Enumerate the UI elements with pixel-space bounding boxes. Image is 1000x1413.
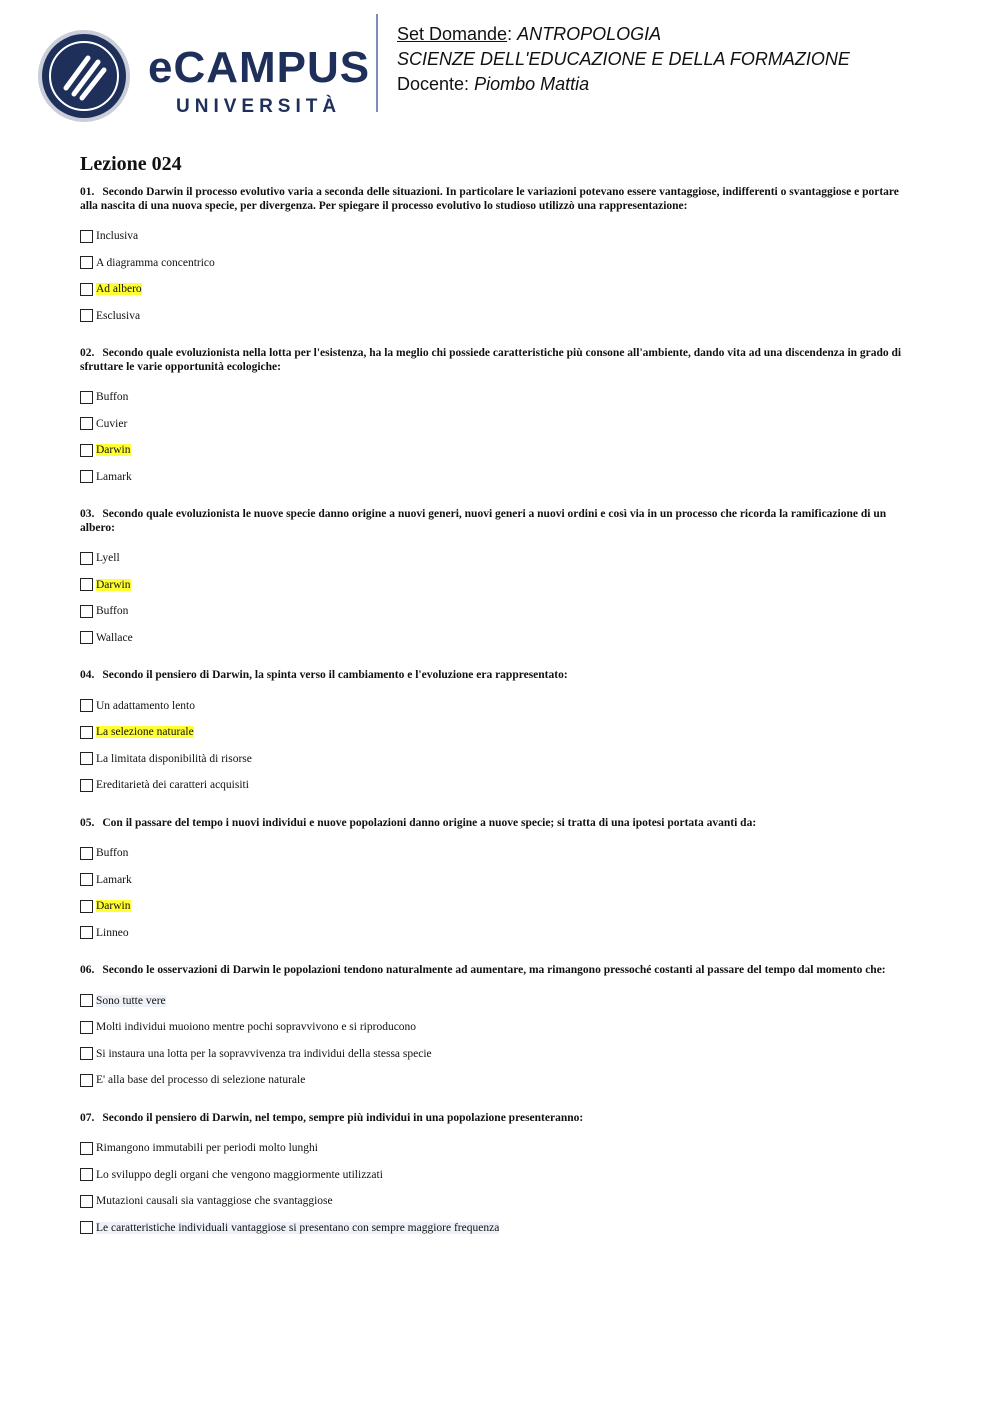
answer-option[interactable] — [80, 772, 910, 799]
option-label-highlighted: Darwin — [96, 900, 131, 913]
ecampus-logo — [36, 28, 376, 124]
checkbox[interactable] — [80, 470, 93, 483]
checkbox[interactable] — [80, 417, 93, 430]
answer-option[interactable] — [80, 1014, 910, 1041]
option-label-highlighted: Ad albero — [96, 283, 142, 296]
question-text — [80, 1112, 910, 1126]
checkbox[interactable] — [80, 752, 93, 765]
answer-option[interactable] — [80, 1135, 910, 1162]
answer-option[interactable] — [80, 920, 910, 947]
set-value: ANTROPOLOGIA — [517, 24, 662, 44]
checkbox[interactable] — [80, 1047, 93, 1060]
checkbox[interactable] — [80, 1074, 93, 1087]
teacher-name: Piombo Mattia — [474, 74, 590, 94]
option-label: Sono tutte vere — [96, 994, 166, 1007]
course-line — [397, 47, 850, 72]
set-line: Set Domande: ANTROPOLOGIA — [397, 24, 662, 44]
answer-option[interactable] — [80, 1215, 910, 1242]
option-label: Mutazioni causali sia vantaggiose che svantaggiose — [96, 1195, 333, 1208]
question-text — [80, 186, 910, 213]
checkbox[interactable] — [80, 391, 93, 404]
header-divider — [376, 14, 378, 112]
question-block — [80, 817, 910, 947]
answer-option[interactable] — [80, 746, 910, 773]
option-label: Esclusiva — [96, 309, 141, 322]
answer-option[interactable] — [80, 598, 910, 625]
answer-option[interactable] — [80, 250, 910, 277]
teacher-label: Docente: — [397, 74, 470, 94]
answer-option[interactable] — [80, 988, 910, 1015]
answer-option[interactable] — [80, 867, 910, 894]
option-label: Inclusiva — [96, 230, 139, 243]
option-label: Cuvier — [96, 417, 128, 430]
teacher-line — [397, 72, 850, 97]
option-label: Buffon — [96, 391, 129, 404]
checkbox[interactable] — [80, 900, 93, 913]
question-block — [80, 669, 910, 799]
question-set — [80, 152, 910, 1259]
question-body: Secondo le osservazioni di Darwin le popolazioni tendono naturalmente ad aumentare, ma rimangono pressoché costanti al passare del tempo dal momento che: — [102, 964, 886, 976]
checkbox[interactable] — [80, 230, 93, 243]
checkbox[interactable] — [80, 994, 93, 1007]
option-label: Lo sviluppo degli organi che vengono maggiormente utilizzati — [96, 1168, 383, 1181]
checkbox[interactable] — [80, 779, 93, 792]
question-number: 06. — [80, 964, 95, 976]
question-text — [80, 964, 910, 978]
checkbox[interactable] — [80, 552, 93, 565]
checkbox[interactable] — [80, 605, 93, 618]
checkbox[interactable] — [80, 1195, 93, 1208]
question-body: Secondo il pensiero di Darwin, nel tempo, sempre più individui in una popolazione presenteranno: — [102, 1111, 584, 1124]
logo-wordmark: eCAMPUS — [148, 43, 371, 92]
checkbox[interactable] — [80, 256, 93, 269]
answer-option[interactable] — [80, 1162, 910, 1189]
question-body: Secondo Darwin il processo evolutivo varia a seconda delle situazioni. In particolare le variazioni potevano essere vantaggiose, indifferenti o svantaggiose e portare alla nascita di una nuova specie, per divergenza. Per spiegare il processo evolutivo lo studioso utilizzò una rappresentazione: — [80, 186, 899, 212]
option-label: Wallace — [96, 631, 133, 644]
answer-option[interactable] — [80, 411, 910, 438]
checkbox[interactable] — [80, 873, 93, 886]
answer-option-correct[interactable] — [80, 893, 910, 920]
question-number: 04. — [80, 669, 95, 681]
question-block — [80, 347, 910, 490]
checkbox[interactable] — [80, 444, 93, 457]
question-block — [80, 508, 910, 651]
logo-subtitle: UNIVERSITÀ — [176, 96, 342, 117]
answer-option[interactable] — [80, 625, 910, 652]
course-name: SCIENZE DELL'EDUCAZIONE E DELLA FORMAZIONE — [397, 49, 850, 69]
checkbox[interactable] — [80, 1221, 93, 1234]
question-body: Secondo quale evoluzionista nella lotta per l'esistenza, ha la meglio chi possiede caratteristiche più consone all'ambiente, dando vita ad una discendenza in grado di sfruttare le varie opportunità ecologiche: — [80, 347, 902, 373]
page-header — [30, 12, 970, 117]
answer-option-correct[interactable] — [80, 719, 910, 746]
question-number: 02. — [80, 347, 95, 359]
checkbox[interactable] — [80, 1021, 93, 1034]
answer-option[interactable] — [80, 840, 910, 867]
option-label: Buffon — [96, 847, 129, 860]
option-label: Lamark — [96, 470, 132, 483]
option-label-highlighted: Darwin — [96, 444, 131, 457]
option-label: Linneo — [96, 926, 129, 939]
answer-option[interactable] — [80, 1067, 910, 1094]
lesson-title: Lezione 024 — [80, 153, 182, 175]
question-number: 01. — [80, 186, 95, 198]
answer-option[interactable] — [80, 464, 910, 491]
header-info — [397, 22, 850, 97]
checkbox[interactable] — [80, 309, 93, 322]
answer-option[interactable] — [80, 303, 910, 330]
checkbox[interactable] — [80, 699, 93, 712]
question-body: Secondo quale evoluzionista le nuove specie danno origine a nuovi generi, nuovi generi a nuovi ordini e così via in un processo che ricorda la ramificazione di un albero: — [80, 508, 887, 534]
university-seal-icon — [36, 28, 132, 124]
set-label: Set Domande — [397, 24, 508, 44]
checkbox[interactable] — [80, 847, 93, 860]
checkbox[interactable] — [80, 1142, 93, 1155]
option-label: Buffon — [96, 605, 129, 618]
question-number: 03. — [80, 508, 95, 520]
question-text — [80, 347, 910, 374]
answer-option-correct[interactable] — [80, 437, 910, 464]
answer-option[interactable] — [80, 1041, 910, 1068]
answer-option[interactable] — [80, 1188, 910, 1215]
question-number: 05. — [80, 816, 95, 829]
option-label: Un adattamento lento — [96, 699, 195, 712]
option-label-highlighted: La selezione naturale — [96, 726, 194, 739]
question-number: 07. — [80, 1111, 95, 1124]
option-label: Ereditarietà dei caratteri acquisiti — [96, 779, 249, 792]
option-label-highlighted: Darwin — [96, 578, 131, 591]
option-label: Rimangono immutabili per periodi molto lunghi — [96, 1142, 318, 1155]
answer-option-correct[interactable] — [80, 572, 910, 599]
option-label: Lyell — [96, 552, 120, 565]
option-label: A diagramma concentrico — [96, 256, 215, 269]
answer-option[interactable] — [80, 545, 910, 572]
question-text — [80, 669, 910, 683]
question-text — [80, 508, 910, 535]
question-block — [80, 964, 910, 1094]
question-block — [80, 1112, 910, 1242]
option-label: La limitata disponibilità di risorse — [96, 752, 252, 765]
checkbox[interactable] — [80, 726, 93, 739]
answer-option[interactable] — [80, 693, 910, 720]
option-label: Si instaura una lotta per la sopravvivenza tra individui della stessa specie — [96, 1047, 432, 1060]
answer-option[interactable] — [80, 223, 910, 250]
option-label: E' alla base del processo di selezione naturale — [96, 1074, 306, 1087]
question-body: Secondo il pensiero di Darwin, la spinta verso il cambiamento e l'evoluzione era rappresentato: — [102, 669, 568, 681]
option-label: Le caratteristiche individuali vantaggiose si presentano con sempre maggiore frequenza — [96, 1221, 500, 1234]
checkbox[interactable] — [80, 926, 93, 939]
checkbox[interactable] — [80, 631, 93, 644]
question-body: Con il passare del tempo i nuovi individui e nuove popolazioni danno origine a nuove specie; si tratta di una ipotesi portata avanti da: — [102, 816, 757, 829]
question-block — [80, 186, 910, 329]
checkbox[interactable] — [80, 283, 93, 296]
answer-option-correct[interactable] — [80, 276, 910, 303]
checkbox[interactable] — [80, 578, 93, 591]
answer-option[interactable] — [80, 384, 910, 411]
question-text — [80, 817, 910, 831]
option-label: Molti individui muoiono mentre pochi sopravvivono e si riproducono — [96, 1021, 417, 1034]
checkbox[interactable] — [80, 1168, 93, 1181]
option-label: Lamark — [96, 873, 132, 886]
